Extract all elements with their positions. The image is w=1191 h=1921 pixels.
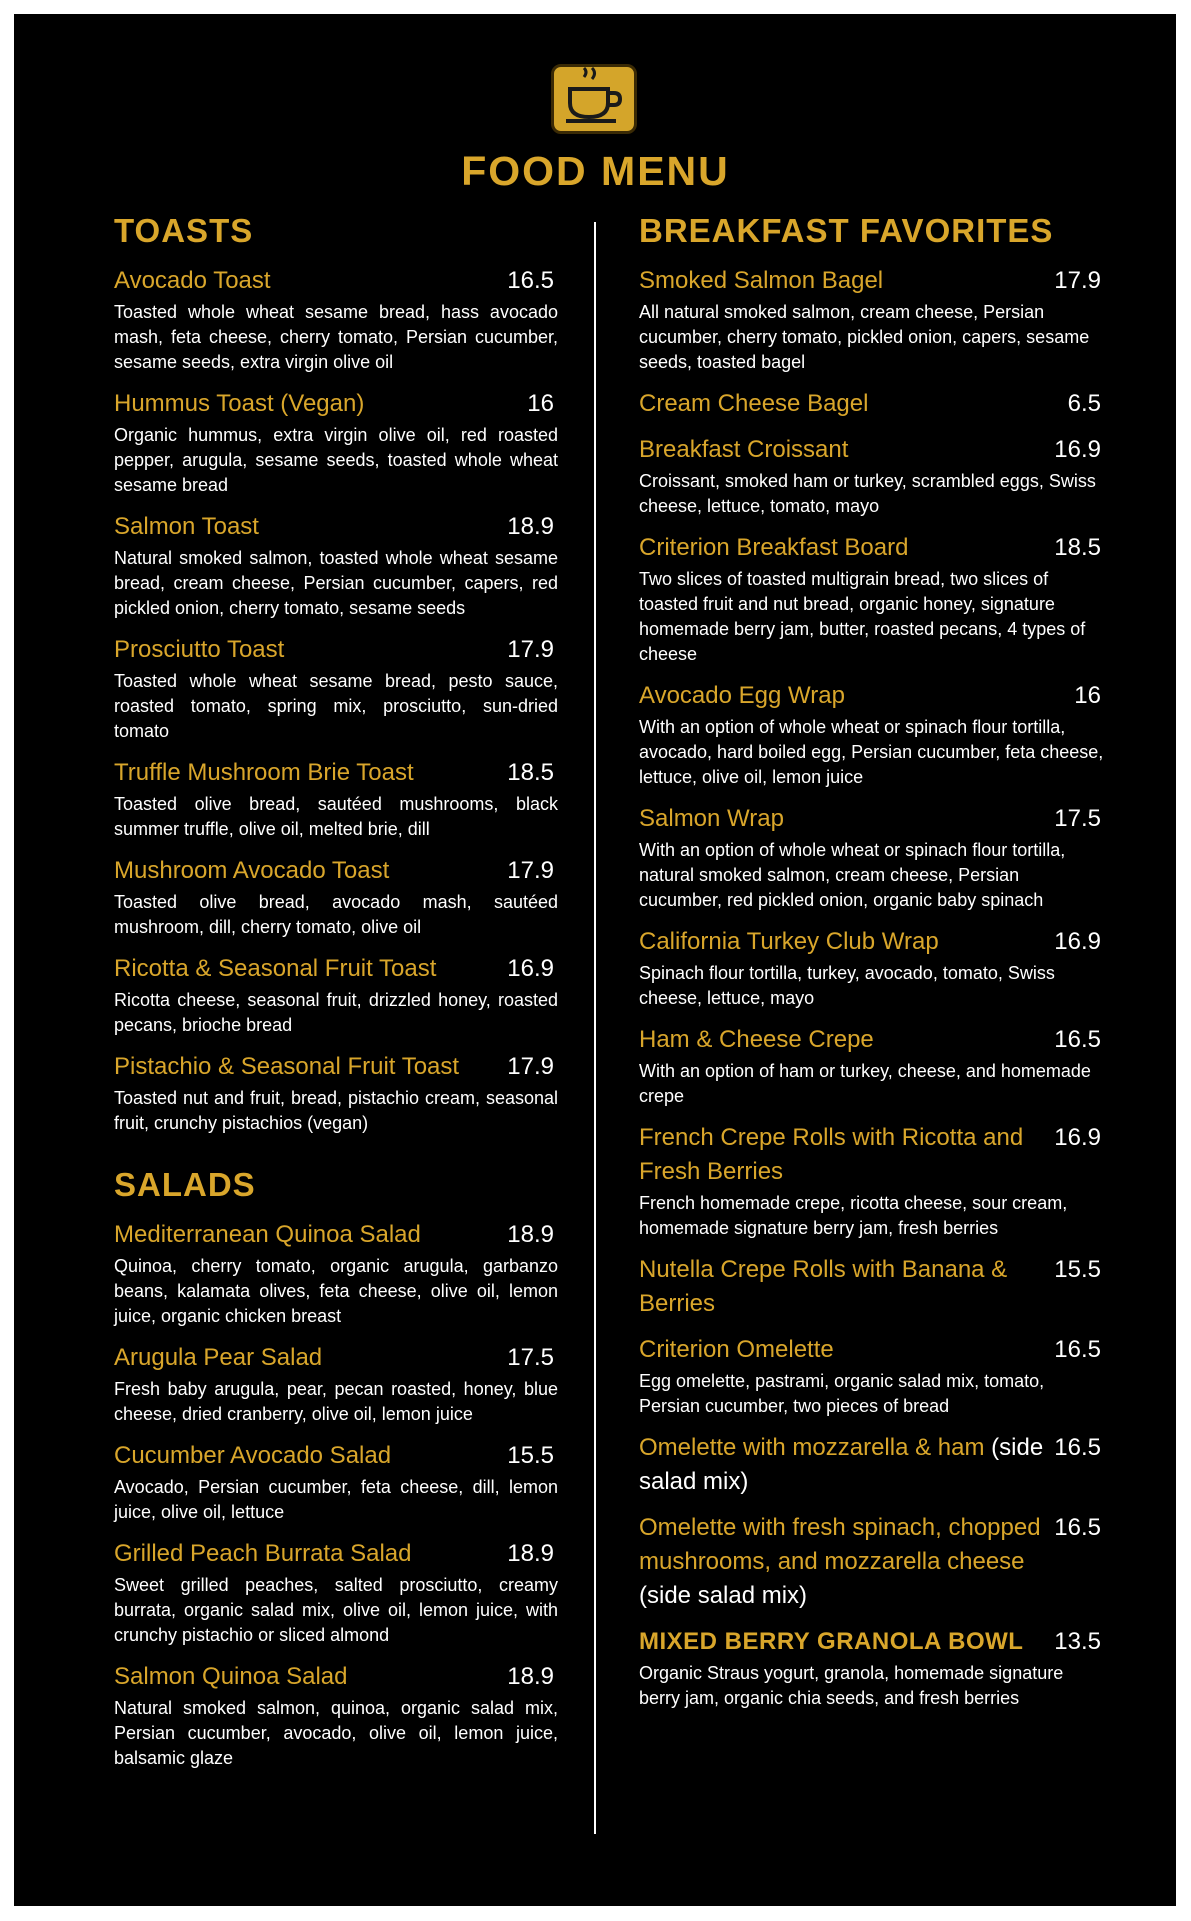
menu-item-header xyxy=(114,1439,558,1473)
menu-title: FOOD MENU xyxy=(461,148,730,194)
menu-item xyxy=(639,1253,1105,1321)
menu-item xyxy=(114,1660,558,1771)
menu-item-name-wrap xyxy=(639,433,848,467)
menu-item-price: 17.9 xyxy=(507,857,554,884)
menu-item-price: 18.5 xyxy=(507,759,554,786)
menu-item xyxy=(639,679,1105,790)
menu-item xyxy=(114,1218,558,1329)
menu-item-price: 6.5 xyxy=(1067,390,1101,417)
menu-item xyxy=(114,1537,558,1648)
menu-item-name-wrap xyxy=(114,1439,391,1473)
menu-item-description: Organic hummus, extra virgin olive oil, red roasted pepper, arugula, sesame seeds, toasted whole wheat sesame bread xyxy=(114,425,558,495)
menu-item xyxy=(639,387,1105,421)
menu-item-name: Ricotta & Seasonal Fruit Toast xyxy=(114,955,437,982)
menu-item xyxy=(114,264,558,375)
menu-item-description: Spinach flour tortilla, turkey, avocado, tomato, Swiss cheese, lettuce, mayo xyxy=(639,963,1055,1008)
menu-item-name: Avocado Egg Wrap xyxy=(639,682,845,709)
menu-item-name-wrap xyxy=(114,1660,347,1694)
menu-item-name: MIXED BERRY GRANOLA BOWL xyxy=(639,1628,1024,1655)
menu-item-header xyxy=(114,952,558,986)
menu-item-name: Prosciutto Toast xyxy=(114,636,285,663)
menu-item-name: Mushroom Avocado Toast xyxy=(114,857,390,884)
menu-item-description: All natural smoked salmon, cream cheese, Persian cucumber, cherry tomato, pickled onion, capers, sesame seeds, toasted bagel xyxy=(639,302,1090,372)
menu-item-header xyxy=(639,1333,1105,1367)
menu-item-name-wrap xyxy=(639,1625,1023,1659)
menu-item-name: Salmon Quinoa Salad xyxy=(114,1663,348,1690)
menu-item-name: Cream Cheese Bagel xyxy=(639,390,869,417)
menu-item-description: Toasted whole wheat sesame bread, pesto sauce, roasted tomato, spring mix, prosciutto, sun-dried tomato xyxy=(114,671,558,741)
menu-item-name: Smoked Salmon Bagel xyxy=(639,267,884,294)
menu-item-header xyxy=(639,1121,1105,1189)
menu-item-description: Toasted olive bread, avocado mash, sautéed mushroom, dill, cherry tomato, olive oil xyxy=(114,892,558,937)
menu-item-note: (side salad mix) xyxy=(639,1434,1044,1495)
menu-item xyxy=(114,387,558,498)
toasts-list xyxy=(114,264,558,1136)
column-divider xyxy=(594,222,596,1834)
menu-item-price: 18.9 xyxy=(507,1540,554,1567)
menu-item-price: 16.5 xyxy=(507,267,554,294)
menu-item xyxy=(639,1511,1105,1613)
menu-item-price: 18.5 xyxy=(1054,534,1101,561)
menu-item xyxy=(114,952,558,1038)
menu-item xyxy=(639,1431,1105,1499)
menu-item-name-wrap xyxy=(639,925,939,959)
menu-item-name: Pistachio & Seasonal Fruit Toast xyxy=(114,1053,460,1080)
menu-item-name: Criterion Breakfast Board xyxy=(639,534,909,561)
menu-item-price: 16.9 xyxy=(1054,1124,1101,1151)
menu-item-header xyxy=(639,1023,1105,1057)
menu-item-name-wrap xyxy=(114,633,284,667)
menu-item-name-wrap xyxy=(639,679,845,713)
menu-item-name-wrap xyxy=(639,1121,1053,1189)
menu-item-header xyxy=(114,1660,558,1694)
menu-item xyxy=(114,510,558,621)
menu-item xyxy=(114,854,558,940)
menu-item-description: Toasted whole wheat sesame bread, hass avocado mash, feta cheese, cherry tomato, Persian cucumber, sesame seeds, extra virgin olive oil xyxy=(114,302,558,372)
menu-item-header xyxy=(639,1253,1105,1321)
menu-item-name: Nutella Crepe Rolls with Banana & Berries xyxy=(639,1256,1008,1317)
section-title-breakfast: BREAKFAST FAVORITES xyxy=(639,212,1054,249)
menu-item-price: 17.5 xyxy=(1054,805,1101,832)
menu-item-name-wrap xyxy=(639,1023,874,1057)
menu-item-name-wrap xyxy=(639,1253,1053,1321)
menu-item-price: 18.9 xyxy=(507,1221,554,1248)
menu-item-name: Avocado Toast xyxy=(114,267,271,294)
menu-item-description: French homemade crepe, ricotta cheese, sour cream, homemade signature berry jam, fresh berries xyxy=(639,1193,1068,1238)
menu-item-price: 16.9 xyxy=(507,955,554,982)
menu-item-description: With an option of ham or turkey, cheese, and homemade crepe xyxy=(639,1061,1091,1106)
menu-item-name: Truffle Mushroom Brie Toast xyxy=(114,759,414,786)
menu-item-price: 15.5 xyxy=(507,1442,554,1469)
menu-item-name: Grilled Peach Burrata Salad xyxy=(114,1540,412,1567)
menu-item-name: Mediterranean Quinoa Salad xyxy=(114,1221,421,1248)
menu-item-name-wrap xyxy=(114,854,389,888)
menu-item xyxy=(114,1050,558,1136)
menu-item-header xyxy=(114,854,558,888)
menu-item xyxy=(114,633,558,744)
menu-item-name-wrap xyxy=(639,1431,1053,1499)
menu-item-description: Natural smoked salmon, quinoa, organic salad mix, Persian cucumber, avocado, olive oil, lemon juice, balsamic glaze xyxy=(114,1698,558,1768)
menu-item-header xyxy=(639,387,1105,421)
menu-item-description: Fresh baby arugula, pear, pecan roasted, honey, blue cheese, dried cranberry, olive oil, lemon juice xyxy=(114,1379,558,1424)
menu-item-header xyxy=(114,510,558,544)
menu-item-name: French Crepe Rolls with Ricotta and Fresh Berries xyxy=(639,1124,1024,1185)
menu-item-price: 16.9 xyxy=(1054,928,1101,955)
menu-item-price: 16.5 xyxy=(1054,1514,1101,1541)
menu-item xyxy=(639,1625,1105,1711)
menu-item xyxy=(639,1023,1105,1109)
menu-item-name-wrap xyxy=(639,531,908,565)
menu-item-name: Criterion Omelette xyxy=(639,1336,834,1363)
menu-item-header xyxy=(639,264,1105,298)
menu-item-description: Croissant, smoked ham or turkey, scrambled eggs, Swiss cheese, lettuce, tomato, mayo xyxy=(639,471,1096,516)
menu-item-description: Avocado, Persian cucumber, feta cheese, dill, lemon juice, olive oil, lettuce xyxy=(114,1477,558,1522)
menu-item-price: 16 xyxy=(1074,682,1101,709)
menu-item xyxy=(639,802,1105,913)
menu-item-price: 17.9 xyxy=(507,1053,554,1080)
menu-item-name: Omelette with fresh spinach, chopped mushrooms, and mozzarella cheese xyxy=(639,1514,1041,1575)
menu-item-header xyxy=(639,679,1105,713)
menu-item-header xyxy=(114,264,558,298)
menu-item-name-wrap xyxy=(114,1341,322,1375)
menu-item-name-wrap xyxy=(114,387,364,421)
section-title-salads: SALADS xyxy=(114,1166,256,1203)
menu-item xyxy=(639,264,1105,375)
menu-item-header xyxy=(639,531,1105,565)
menu-item xyxy=(639,531,1105,667)
menu-item-name-wrap xyxy=(639,1511,1053,1613)
left-column xyxy=(114,212,558,1783)
menu-item-header xyxy=(114,633,558,667)
menu-item-header xyxy=(639,1431,1105,1499)
menu-item-price: 18.9 xyxy=(507,513,554,540)
menu-item-price: 18.9 xyxy=(507,1663,554,1690)
menu-item-header xyxy=(114,1218,558,1252)
coffee-cup-icon xyxy=(551,64,637,134)
menu-item-header xyxy=(114,756,558,790)
menu-item-name-wrap xyxy=(114,1050,459,1084)
menu-item-name: Salmon Wrap xyxy=(639,805,784,832)
menu-item-description: Two slices of toasted multigrain bread, two slices of toasted fruit and nut bread, organic honey, signature homemade berry jam, butter, roasted pecans, 4 types of cheese xyxy=(639,569,1086,664)
menu-item-name: Salmon Toast xyxy=(114,513,259,540)
menu-item-price: 13.5 xyxy=(1054,1628,1101,1655)
salads-list xyxy=(114,1218,558,1771)
menu-item xyxy=(114,756,558,842)
menu-item-price: 16.5 xyxy=(1054,1026,1101,1053)
menu-item-name: Cucumber Avocado Salad xyxy=(114,1442,392,1469)
menu-item xyxy=(639,1121,1105,1241)
menu-item-name-wrap xyxy=(114,952,436,986)
menu-item-header xyxy=(114,387,558,421)
menu-item-name-wrap xyxy=(114,264,271,298)
menu-item-name: Hummus Toast (Vegan) xyxy=(114,390,365,417)
menu-item-price: 17.5 xyxy=(507,1344,554,1371)
menu-item-description: Ricotta cheese, seasonal fruit, drizzled honey, roasted pecans, brioche bread xyxy=(114,990,558,1035)
menu-item xyxy=(114,1341,558,1427)
menu-item-header xyxy=(114,1537,558,1571)
menu-item-header xyxy=(639,925,1105,959)
menu-item-header xyxy=(639,802,1105,836)
menu-item-name: Ham & Cheese Crepe xyxy=(639,1026,874,1053)
section-title-toasts: TOASTS xyxy=(114,212,254,249)
menu-item-description: Toasted nut and fruit, bread, pistachio cream, seasonal fruit, crunchy pistachios (vegan) xyxy=(114,1088,558,1133)
menu-item-name: California Turkey Club Wrap xyxy=(639,928,939,955)
menu-item xyxy=(114,1439,558,1525)
menu-item-name: Arugula Pear Salad xyxy=(114,1344,323,1371)
menu-item-name-wrap xyxy=(639,387,868,421)
menu-item-name: Omelette with mozzarella & ham xyxy=(639,1434,985,1461)
menu-item-header xyxy=(639,433,1105,467)
menu-item-price: 16.5 xyxy=(1054,1434,1101,1461)
menu-item-price: 16.5 xyxy=(1054,1336,1101,1363)
menu-item-price: 16.9 xyxy=(1054,436,1101,463)
menu-item-description: With an option of whole wheat or spinach flour tortilla, avocado, hard boiled egg, Persian cucumber, feta cheese, lettuce, olive oil, lemon juice xyxy=(639,717,1104,787)
menu-item-name-wrap xyxy=(639,1333,834,1367)
menu-item-description: Sweet grilled peaches, salted prosciutto, creamy burrata, organic salad mix, olive oil, lemon juice, with crunchy pistachio or sliced almond xyxy=(114,1575,558,1645)
menu-item-price: 17.9 xyxy=(1054,267,1101,294)
menu-item-name: Breakfast Croissant xyxy=(639,436,849,463)
menu-item-description: With an option of whole wheat or spinach flour tortilla, natural smoked salmon, cream cheese, Persian cucumber, red pickled onion, organic baby spinach xyxy=(639,840,1066,910)
menu-item-price: 15.5 xyxy=(1054,1256,1101,1283)
menu-item-price: 17.9 xyxy=(507,636,554,663)
menu-item-name-wrap xyxy=(114,1218,421,1252)
menu-item xyxy=(639,433,1105,519)
menu-item-description: Egg omelette, pastrami, organic salad mix, tomato, Persian cucumber, two pieces of bread xyxy=(639,1371,1045,1416)
menu-item-header xyxy=(114,1341,558,1375)
menu-item-description: Quinoa, cherry tomato, organic arugula, garbanzo beans, kalamata olives, feta cheese, olive oil, lemon juice, organic chicken breast xyxy=(114,1256,558,1326)
menu-item-header xyxy=(114,1050,558,1084)
menu-item-description: Natural smoked salmon, toasted whole wheat sesame bread, cream cheese, Persian cucumber, capers, red pickled onion, cherry tomato, sesame seeds xyxy=(114,548,558,618)
menu-item-note: (side salad mix) xyxy=(639,1582,808,1609)
right-column xyxy=(639,212,1105,1723)
menu-item xyxy=(639,1333,1105,1419)
menu-item-description: Toasted olive bread, sautéed mushrooms, black summer truffle, olive oil, melted brie, dill xyxy=(114,794,558,839)
menu-item-name-wrap xyxy=(114,510,259,544)
menu-item-header xyxy=(639,1625,1105,1659)
menu-item-description: Organic Straus yogurt, granola, homemade signature berry jam, organic chia seeds, and fresh berries xyxy=(639,1663,1064,1708)
breakfast-list xyxy=(639,264,1105,1711)
menu-item-name-wrap xyxy=(639,264,883,298)
menu-item-name-wrap xyxy=(639,802,784,836)
menu-item xyxy=(639,925,1105,1011)
menu-item-price: 16 xyxy=(527,390,554,417)
menu-item-name-wrap xyxy=(114,1537,412,1571)
menu-item-header xyxy=(639,1511,1105,1613)
menu-item-name-wrap xyxy=(114,756,414,790)
